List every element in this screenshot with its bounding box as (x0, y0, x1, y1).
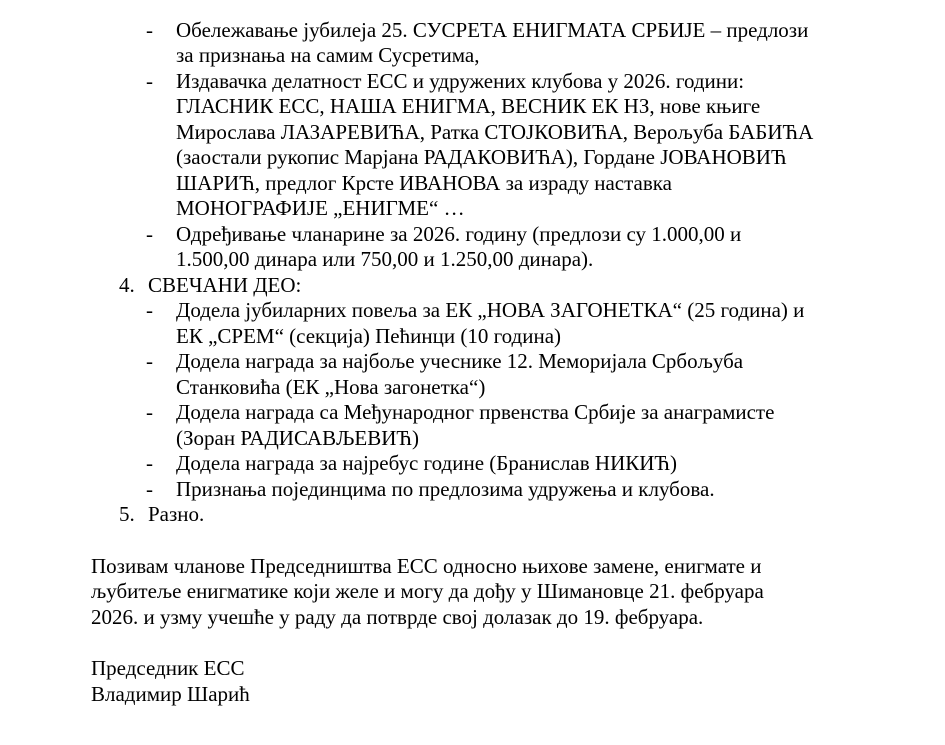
section-title: Разно. (148, 502, 205, 526)
bullet-dash: - (146, 69, 153, 93)
bullet-text-line: (Зоран РАДИСАВЉЕВИЋ) (176, 426, 419, 450)
section-title: СВЕЧАНИ ДЕО: (148, 273, 302, 297)
bullet-dash: - (146, 222, 153, 246)
invitation-line: 2026. и узму учешће у раду да потврде свој долазак до 19. фебруара. (91, 605, 704, 629)
bullet-text-line: ШАРИЋ, предлог Крсте ИВАНОВА за израду наставка (176, 171, 673, 195)
invitation-line: љубитеље енигматике који желе и могу да дођу у Шимановце 21. фебруара (91, 579, 764, 603)
bullet-dash: - (146, 451, 153, 475)
bullet-text-line: Додела јубиларних повеља за ЕК „НОВА ЗАГОНЕТКА“ (25 година) и (176, 298, 805, 322)
bullet-text-line: Додела награда за најбоље учеснике 12. Меморијала Србољуба (176, 349, 744, 373)
bullet-text-line: Мирослава ЛАЗАРЕВИЋА, Ратка СТОЈКОВИЋА, Верољуба БАБИЋА (176, 120, 814, 144)
bullet-text-line: Издавачка делатност ЕСС и удружених клубова у 2026. години: (176, 69, 745, 93)
bullet-text-line: 1.500,00 динара или 750,00 и 1.250,00 динара). (176, 247, 594, 271)
bullet-text-line: (заостали рукопис Марјана РАДАКОВИЋА), Гордане ЈОВАНОВИЋ (176, 145, 787, 169)
bullet-dash: - (146, 18, 153, 42)
bullet-dash: - (146, 349, 153, 373)
list-number: 4. (119, 273, 135, 297)
bullet-text-line: Додела награда са Међународног првенства Србије за анаграмисте (176, 400, 775, 424)
bullet-text-line: Одређивање чланарине за 2026. годину (предлози су 1.000,00 и (176, 222, 742, 246)
bullet-dash: - (146, 298, 153, 322)
bullet-text-line: Додела награда за најребус године (Бранислав НИКИЋ) (176, 451, 677, 475)
bullet-text-line: ГЛАСНИК ЕСС, НАША ЕНИГМА, ВЕСНИК ЕК НЗ, нове књиге (176, 94, 761, 118)
list-number: 5. (119, 502, 135, 526)
bullet-text-line: Признања појединцима по предлозима удружења и клубова. (176, 477, 715, 501)
signature-name: Владимир Шарић (91, 682, 250, 706)
bullet-text-line: Обележавање јубилеја 25. СУСРЕТА ЕНИГМАТА СРБИЈЕ – предлози (176, 18, 809, 42)
bullet-text-line: за признања на самим Сусретима, (176, 43, 480, 67)
invitation-line: Позивам чланове Председништва ЕСС односно њихове замене, енигмате и (91, 554, 762, 578)
bullet-text-line: МОНОГРАФИЈЕ „ЕНИГМЕ“ … (176, 196, 465, 220)
bullet-text-line: Станковића (ЕК „Нова загонетка“) (176, 375, 486, 399)
bullet-dash: - (146, 400, 153, 424)
bullet-dash: - (146, 477, 153, 501)
signature-title: Председник ЕСС (91, 656, 245, 680)
bullet-text-line: ЕК „СРЕМ“ (секција) Пећинци (10 година) (176, 324, 562, 348)
